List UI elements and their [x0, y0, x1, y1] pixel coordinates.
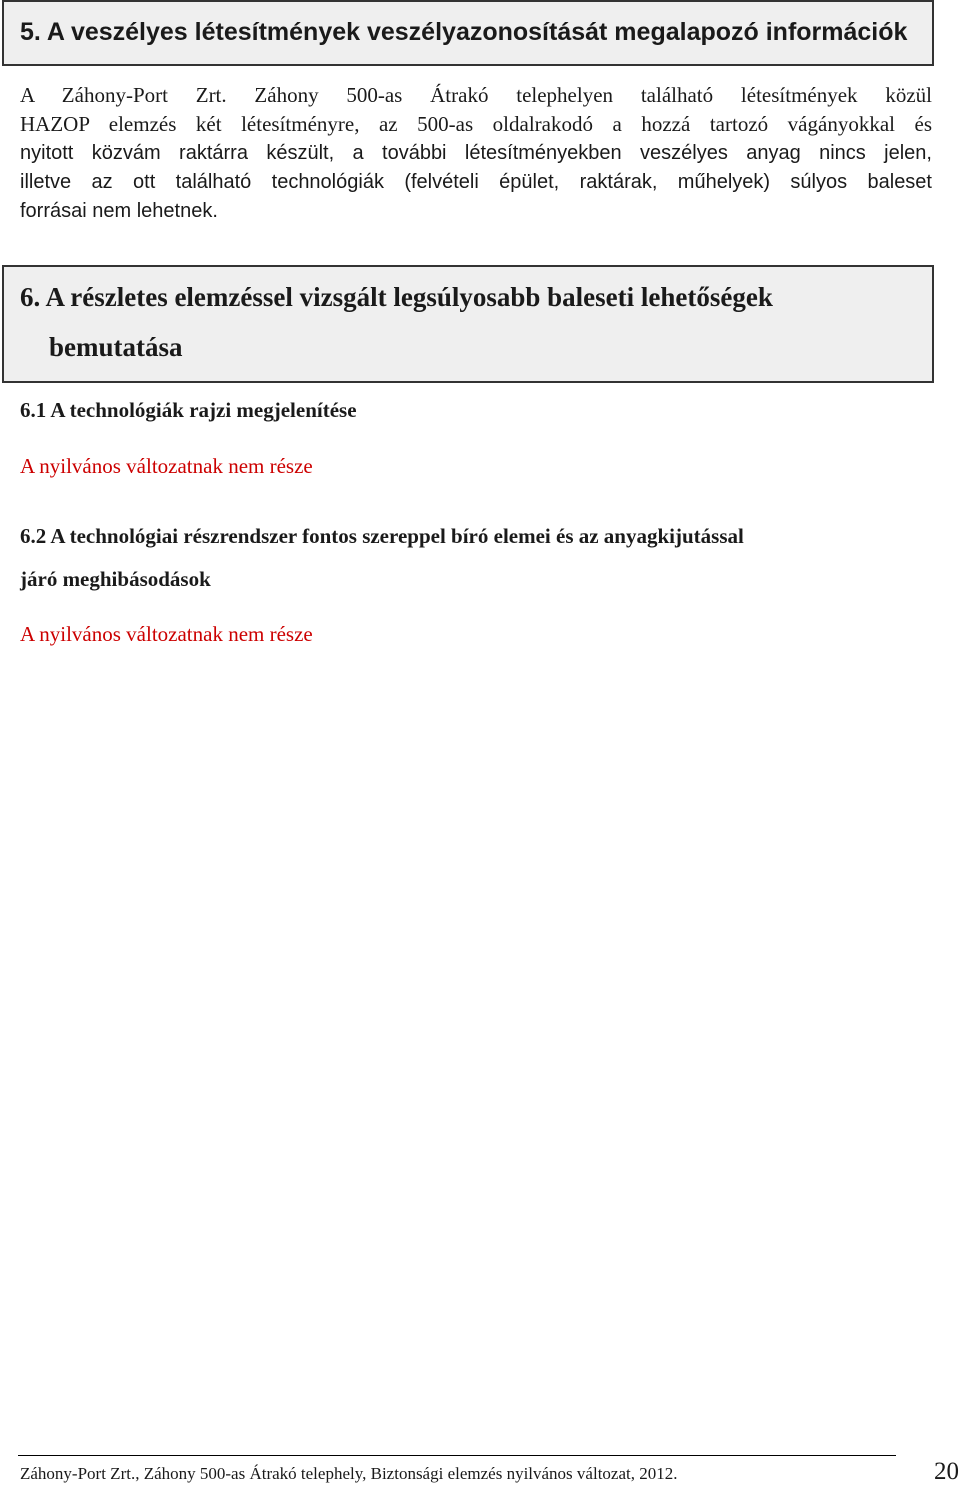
paragraph-line: forrásai nem lehetnek. — [20, 200, 218, 222]
section-6-heading-continued: bemutatása — [49, 332, 183, 362]
subsection-6-2-note: A nyilvános változatnak nem része — [20, 622, 313, 646]
section-5-paragraph — [20, 81, 932, 226]
page-number: 20 — [934, 1458, 959, 1485]
subsection-6-2-title: 6.2 A technológiai részrendszer fontos szereppel bíró elemei és az anyagkijutással — [20, 524, 744, 548]
paragraph-line: HAZOP elemzés két létesítményre, az 500-as oldalrakodó a hozzá tartozó vágányokkal és — [20, 112, 932, 136]
section-5-heading: 5. A veszélyes létesítmények veszélyazonosítását megalapozó információk — [20, 18, 908, 46]
subsection-6-1-note: A nyilvános változatnak nem része — [20, 454, 313, 478]
footer-divider — [18, 1455, 896, 1456]
paragraph-line: A Záhony-Port Zrt. Záhony 500-as Átrakó telephelyen található létesítmények közül — [20, 83, 932, 107]
subsection-6-2-title-continued: járó meghibásodások — [20, 567, 211, 591]
section-6-heading: 6. A részletes elemzéssel vizsgált legsúlyosabb baleseti lehetőségek — [20, 282, 773, 312]
footer-text: Záhony-Port Zrt., Záhony 500-as Átrakó telephely, Biztonsági elemzés nyilvános változat, 2012. — [20, 1464, 678, 1483]
subsection-6-1-title: 6.1 A technológiák rajzi megjelenítése — [20, 398, 357, 422]
paragraph-line: illetve az ott található technológiák (felvételi épület, raktárak, műhelyek) súlyos baleset — [20, 171, 932, 193]
paragraph-line: nyitott közvám raktárra készült, a további létesítményekben veszélyes anyag nincs jelen, — [20, 142, 932, 164]
